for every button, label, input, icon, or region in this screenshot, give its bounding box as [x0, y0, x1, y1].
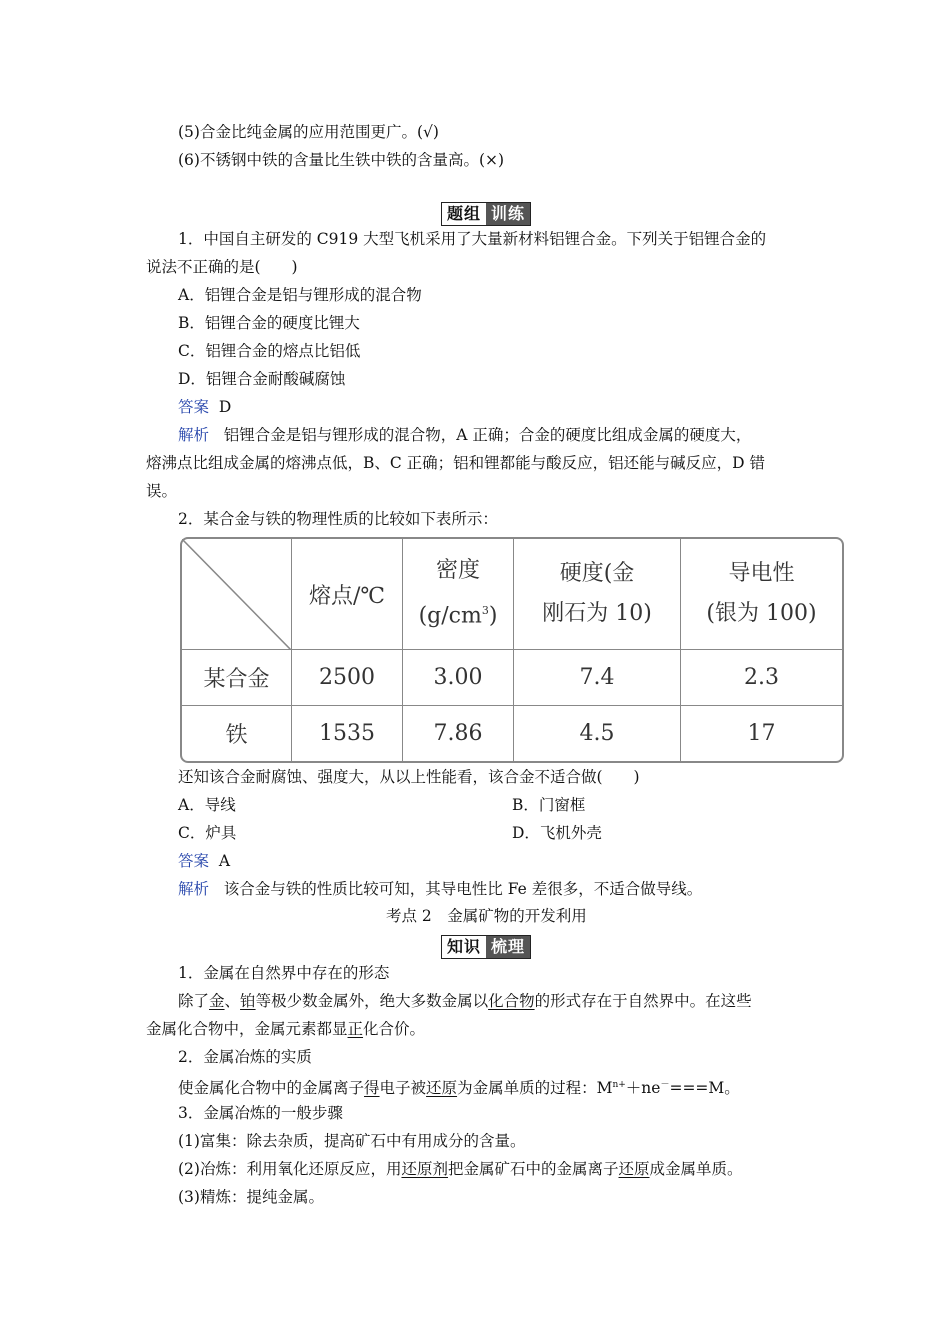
header-melting-point: 熔点/℃	[292, 539, 403, 650]
explanation-1-line-1	[178, 425, 751, 445]
explanation-1-line-3: 误。	[146, 482, 178, 500]
text-run: 金属化合物中，金属元素都显	[146, 1020, 348, 1038]
header-density	[403, 539, 514, 650]
superscript: －	[660, 1080, 670, 1090]
header-density-unit: (g/cm	[418, 603, 482, 629]
blank-answer: 还原	[618, 1160, 650, 1178]
heading-part-b: 训练	[486, 203, 530, 225]
superscript: n+	[612, 1080, 626, 1090]
header-density-line-2	[403, 591, 513, 636]
section-heading-practice	[441, 202, 531, 226]
cell-conductivity: 17	[747, 721, 776, 746]
header-density-sup: 3	[481, 604, 489, 618]
text-run: 化合价。	[363, 1020, 426, 1038]
section-title-kaodian-2: 考点 2 金属矿物的开发利用	[386, 907, 587, 925]
subsection-3-title: 3．金属冶炼的一般步骤	[178, 1104, 343, 1122]
question-1-option-c: C．铝锂合金的熔点比铝低	[178, 342, 361, 360]
question-1-line-1: 1．中国自主研发的 C919 大型飞机采用了大量新材料铝锂合金。下列关于铝锂合金的	[178, 230, 767, 248]
header-hardness-line-2: 刚石为 10)	[542, 601, 652, 626]
text-run: 为金属单质的过程：M	[457, 1079, 613, 1098]
table-corner-cell	[182, 539, 292, 650]
question-2-option-c: C．炉具	[178, 824, 237, 842]
subsection-3-step-2	[178, 1159, 743, 1179]
answer-value: D	[218, 398, 232, 416]
blank-answer: 化合物	[488, 992, 535, 1010]
text-run: ＋ne	[625, 1079, 661, 1098]
explanation-label: 解析	[178, 880, 210, 898]
answer-1	[178, 397, 231, 417]
table-row	[182, 650, 842, 706]
heading-part-a: 题组	[442, 203, 486, 225]
subsection-1-title: 1．金属在自然界中存在的形态	[178, 964, 390, 982]
header-conductivity-line-2: (银为 100)	[706, 601, 817, 626]
blank-answer: 还原剂	[401, 1160, 448, 1178]
header-density-close: )	[488, 603, 498, 629]
cell-melting: 2500	[292, 650, 403, 706]
blank-answer: 铂	[240, 992, 256, 1010]
answer-label: 答案	[178, 852, 210, 870]
heading-part-a: 知识	[442, 936, 486, 958]
text-run: 把金属矿石中的金属离子	[447, 1160, 619, 1178]
question-1-option-b: B．铝锂合金的硬度比锂大	[178, 314, 360, 332]
answer-value: A	[218, 852, 231, 870]
question-2-option-a: A．导线	[178, 796, 236, 814]
table-header-row	[182, 539, 842, 650]
cell-hardness: 7.4	[514, 650, 681, 706]
statement-5: (5)合金比纯金属的应用范围更广。(√)	[178, 123, 439, 141]
header-density-line-1: 密度	[435, 558, 480, 584]
question-1-option-a: A．铝锂合金是铝与锂形成的混合物	[178, 286, 422, 304]
blank-answer: 正	[347, 1020, 364, 1038]
blank-answer: 金	[209, 992, 225, 1010]
question-2: 2．某合金与铁的物理性质的比较如下表所示：	[178, 510, 498, 528]
row-name: 某合金	[182, 650, 292, 706]
blank-answer: 还原	[426, 1079, 458, 1098]
subsection-3-step-3: (3)精炼：提纯金属。	[178, 1188, 324, 1206]
header-conductivity	[681, 539, 842, 650]
text-run: 的形式存在于自然界中。在这些	[534, 992, 752, 1010]
row-name: 铁	[182, 706, 292, 761]
explanation-text: 铝锂合金是铝与锂形成的混合物，A 正确；合金的硬度比组成金属的硬度大，	[223, 426, 752, 444]
header-hardness	[514, 539, 681, 650]
header-conductivity-line-1: 导电性	[728, 561, 795, 586]
section-heading-knowledge	[441, 935, 531, 959]
heading-part-b: 梳理	[486, 936, 530, 958]
explanation-2	[178, 879, 702, 899]
question-1-line-2: 说法不正确的是( )	[146, 258, 298, 276]
diagonal-line	[182, 539, 291, 650]
text-run: 除了	[178, 992, 210, 1010]
cell-density: 3.00	[403, 650, 514, 706]
cell-melting: 1535	[292, 706, 403, 761]
question-2-option-d: D．飞机外壳	[512, 824, 602, 842]
question-1-option-d: D．铝锂合金耐酸碱腐蚀	[178, 370, 346, 388]
question-2-continuation: 还知该合金耐腐蚀、强度大，从以上性能看，该合金不适合做( )	[178, 768, 640, 786]
text-run: 、	[224, 992, 241, 1010]
text-run: 等极少数金属外，绝大多数金属以	[255, 992, 489, 1010]
answer-2	[178, 851, 230, 871]
cell-conductivity: 2.3	[681, 650, 842, 706]
explanation-label: 解析	[178, 426, 210, 444]
text-run: ===M。	[669, 1079, 740, 1098]
statement-6: (6)不锈钢中铁的含量比生铁中铁的含量高。(×)	[178, 151, 505, 169]
subsection-2-line-1	[178, 1075, 740, 1098]
explanation-text: 该合金与铁的性质比较可知，其导电性比 Fe 差很多，不适合做导线。	[223, 880, 703, 898]
blank-answer: 得	[364, 1079, 380, 1098]
text-run: 成金属单质。	[649, 1160, 743, 1178]
subsection-2-title: 2．金属冶炼的实质	[178, 1048, 312, 1066]
subsection-3-step-1: (1)富集：除去杂质，提高矿石中有用成分的含量。	[178, 1132, 526, 1150]
answer-label: 答案	[178, 398, 210, 416]
explanation-1-line-2: 熔沸点比组成金属的熔沸点低，B、C 正确；铝和锂都能与酸反应，铝还能与碱反应，D 错	[146, 454, 766, 472]
cell-density: 7.86	[403, 706, 514, 761]
text-run: 使金属化合物中的金属离子	[178, 1079, 365, 1098]
comparison-table	[180, 537, 844, 763]
text-run: (2)冶炼：利用氧化还原反应，用	[178, 1160, 402, 1178]
header-hardness-line-1: 硬度(金	[559, 561, 635, 586]
subsection-1-line-1	[178, 991, 752, 1011]
cell-hardness: 4.5	[514, 706, 681, 761]
table-row	[182, 706, 842, 761]
subsection-1-line-2	[146, 1019, 425, 1039]
question-2-option-b: B．门窗框	[512, 796, 586, 814]
text-run: 电子被	[379, 1079, 427, 1098]
